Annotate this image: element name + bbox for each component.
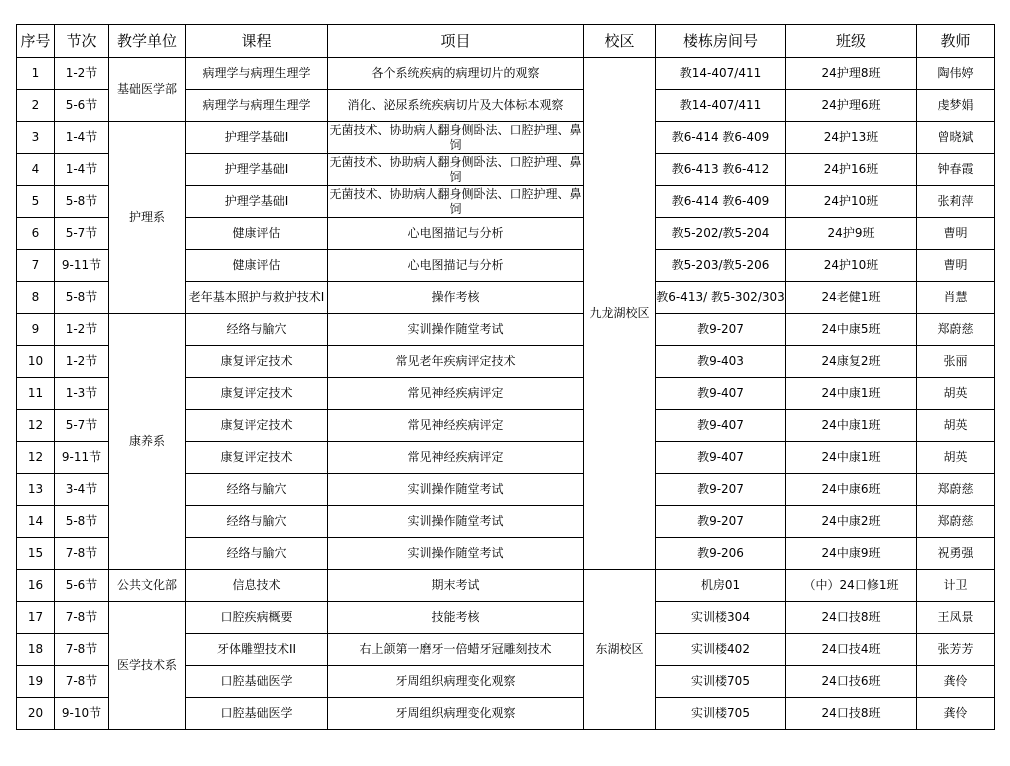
cell-class: 24老健1班: [786, 282, 917, 314]
cell-period: 9-10节: [55, 698, 109, 730]
cell-project: 实训操作随堂考试: [328, 506, 584, 538]
cell-class: 24口技8班: [786, 698, 917, 730]
cell-class: 24护理6班: [786, 90, 917, 122]
cell-period: 3-4节: [55, 474, 109, 506]
cell-no: 12: [17, 410, 55, 442]
cell-project: 心电图描记与分析: [328, 218, 584, 250]
cell-no: 17: [17, 602, 55, 634]
cell-project: 实训操作随堂考试: [328, 538, 584, 570]
cell-teacher: 虔梦娟: [917, 90, 995, 122]
cell-class: 24中康5班: [786, 314, 917, 346]
cell-room: 教9-207: [656, 506, 786, 538]
cell-project: 常见神经疾病评定: [328, 378, 584, 410]
cell-no: 5: [17, 186, 55, 218]
header-cell-period: 节次: [55, 25, 109, 58]
cell-project: 操作考核: [328, 282, 584, 314]
cell-no: 11: [17, 378, 55, 410]
header-cell-no: 序号: [17, 25, 55, 58]
cell-class: 24中康1班: [786, 442, 917, 474]
cell-room: 教9-407: [656, 378, 786, 410]
cell-no: 20: [17, 698, 55, 730]
cell-room: 教6-414 教6-409: [656, 122, 786, 154]
cell-teacher: 计卫: [917, 570, 995, 602]
cell-room: 教5-203/教5-206: [656, 250, 786, 282]
cell-class: 24口技6班: [786, 666, 917, 698]
cell-project: 常见神经疾病评定: [328, 410, 584, 442]
cell-no: 12: [17, 442, 55, 474]
cell-class: 24护16班: [786, 154, 917, 186]
cell-teacher: 胡英: [917, 378, 995, 410]
cell-project: 常见神经疾病评定: [328, 442, 584, 474]
cell-project: 常见老年疾病评定技术: [328, 346, 584, 378]
cell-period: 7-8节: [55, 666, 109, 698]
cell-class: 24护13班: [786, 122, 917, 154]
cell-class: 24中康1班: [786, 410, 917, 442]
cell-campus: 东湖校区: [584, 570, 656, 730]
cell-no: 2: [17, 90, 55, 122]
cell-teacher: 祝勇强: [917, 538, 995, 570]
cell-teacher: 胡英: [917, 442, 995, 474]
cell-course: 病理学与病理生理学: [186, 58, 328, 90]
header-cell-teacher: 教师: [917, 25, 995, 58]
schedule-body: [17, 58, 995, 730]
cell-unit: 医学技术系: [109, 602, 186, 730]
cell-project: 实训操作随堂考试: [328, 314, 584, 346]
cell-room: 实训楼304: [656, 602, 786, 634]
cell-period: 5-7节: [55, 410, 109, 442]
cell-teacher: 龚伶: [917, 698, 995, 730]
cell-period: 1-4节: [55, 154, 109, 186]
cell-period: 1-2节: [55, 346, 109, 378]
cell-teacher: 曹明: [917, 250, 995, 282]
header-cell-course: 课程: [186, 25, 328, 58]
cell-no: 4: [17, 154, 55, 186]
cell-period: 1-4节: [55, 122, 109, 154]
table-row: [17, 570, 995, 602]
cell-course: 口腔疾病概要: [186, 602, 328, 634]
cell-course: 老年基本照护与救护技术I: [186, 282, 328, 314]
cell-course: 经络与腧穴: [186, 314, 328, 346]
cell-course: 健康评估: [186, 218, 328, 250]
cell-project: 无菌技术、协助病人翻身侧卧法、口腔护理、鼻饲: [329, 122, 582, 152]
cell-project: 消化、泌尿系统疾病切片及大体标本观察: [328, 90, 584, 122]
cell-course: 护理学基础I: [186, 122, 328, 154]
cell-room: 教14-407/411: [656, 90, 786, 122]
cell-period: 1-2节: [55, 58, 109, 90]
cell-course: 口腔基础医学: [186, 666, 328, 698]
cell-no: 15: [17, 538, 55, 570]
cell-period: 5-8节: [55, 282, 109, 314]
cell-room: 教6-414 教6-409: [656, 186, 786, 218]
header-cell-project: 项目: [328, 25, 584, 58]
cell-period: 5-8节: [55, 186, 109, 218]
cell-teacher: 张丽: [917, 346, 995, 378]
cell-room: 教9-206: [656, 538, 786, 570]
cell-project: 心电图描记与分析: [328, 250, 584, 282]
cell-class: 24护10班: [786, 250, 917, 282]
cell-course: 口腔基础医学: [186, 698, 328, 730]
cell-class: 24护10班: [786, 186, 917, 218]
cell-project: 右上颌第一磨牙一倍蜡牙冠雕刻技术: [328, 634, 584, 666]
cell-course: 康复评定技术: [186, 410, 328, 442]
cell-teacher: 曹明: [917, 218, 995, 250]
cell-period: 9-11节: [55, 442, 109, 474]
cell-no: 13: [17, 474, 55, 506]
cell-class: 24中康9班: [786, 538, 917, 570]
cell-teacher: 曾晓斌: [917, 122, 995, 154]
cell-teacher: 郑蔚慈: [917, 314, 995, 346]
cell-no: 10: [17, 346, 55, 378]
cell-class: 24中康1班: [786, 378, 917, 410]
cell-teacher: 张芳芳: [917, 634, 995, 666]
cell-project: 无菌技术、协助病人翻身侧卧法、口腔护理、鼻饲: [329, 154, 582, 184]
cell-class: 24康复2班: [786, 346, 917, 378]
cell-unit: 康养系: [109, 314, 186, 570]
cell-teacher: 郑蔚慈: [917, 474, 995, 506]
cell-period: 1-3节: [55, 378, 109, 410]
header-row: [17, 25, 995, 58]
cell-room: 实训楼705: [656, 698, 786, 730]
cell-period: 7-8节: [55, 602, 109, 634]
cell-course: 经络与腧穴: [186, 474, 328, 506]
cell-course: 牙体雕塑技术II: [186, 634, 328, 666]
cell-course: 护理学基础I: [186, 186, 328, 218]
cell-course: 康复评定技术: [186, 442, 328, 474]
table-row: [17, 58, 995, 90]
cell-no: 6: [17, 218, 55, 250]
cell-project: 期末考试: [328, 570, 584, 602]
cell-teacher: 王凤景: [917, 602, 995, 634]
cell-room: 教9-403: [656, 346, 786, 378]
cell-class: 24护理8班: [786, 58, 917, 90]
cell-period: 1-2节: [55, 314, 109, 346]
cell-class: 24口技8班: [786, 602, 917, 634]
cell-class: 24中康6班: [786, 474, 917, 506]
cell-period: 5-6节: [55, 570, 109, 602]
cell-course: 经络与腧穴: [186, 506, 328, 538]
cell-class: （中）24口修1班: [786, 570, 917, 602]
cell-project: 牙周组织病理变化观察: [328, 666, 584, 698]
table-row: [17, 602, 995, 634]
cell-teacher: 龚伶: [917, 666, 995, 698]
header-cell-unit: 教学单位: [109, 25, 186, 58]
cell-no: 8: [17, 282, 55, 314]
cell-period: 7-8节: [55, 634, 109, 666]
header-cell-campus: 校区: [584, 25, 656, 58]
cell-project: 技能考核: [328, 602, 584, 634]
cell-project: 各个系统疾病的病理切片的观察: [328, 58, 584, 90]
table-row: [17, 314, 995, 346]
cell-course: 康复评定技术: [186, 346, 328, 378]
cell-course: 病理学与病理生理学: [186, 90, 328, 122]
cell-period: 9-11节: [55, 250, 109, 282]
cell-teacher: 张莉萍: [917, 186, 995, 218]
cell-no: 16: [17, 570, 55, 602]
cell-period: 5-8节: [55, 506, 109, 538]
cell-course: 康复评定技术: [186, 378, 328, 410]
cell-period: 5-6节: [55, 90, 109, 122]
cell-project: 实训操作随堂考试: [328, 474, 584, 506]
cell-period: 7-8节: [55, 538, 109, 570]
cell-course: 经络与腧穴: [186, 538, 328, 570]
cell-room: 机房01: [656, 570, 786, 602]
cell-teacher: 钟春霞: [917, 154, 995, 186]
cell-course: 信息技术: [186, 570, 328, 602]
cell-teacher: 胡英: [917, 410, 995, 442]
cell-unit: 护理系: [109, 122, 186, 314]
cell-no: 18: [17, 634, 55, 666]
cell-campus: 九龙湖校区: [584, 58, 656, 570]
cell-room: 实训楼402: [656, 634, 786, 666]
cell-room: 教9-207: [656, 314, 786, 346]
cell-room: 教6-413/ 教5-302/303: [656, 282, 786, 314]
header-cell-room: 楼栋房间号: [656, 25, 786, 58]
cell-no: 1: [17, 58, 55, 90]
cell-no: 9: [17, 314, 55, 346]
cell-no: 19: [17, 666, 55, 698]
cell-room: 教6-413 教6-412: [656, 154, 786, 186]
cell-course: 护理学基础I: [186, 154, 328, 186]
cell-room: 教5-202/教5-204: [656, 218, 786, 250]
cell-period: 5-7节: [55, 218, 109, 250]
cell-room: 教9-407: [656, 410, 786, 442]
cell-unit: 公共文化部: [109, 570, 186, 602]
cell-unit: 基础医学部: [109, 58, 186, 122]
cell-course: 健康评估: [186, 250, 328, 282]
header-cell-class: 班级: [786, 25, 917, 58]
cell-project: 无菌技术、协助病人翻身侧卧法、口腔护理、鼻饲: [329, 186, 582, 216]
schedule-table: [16, 24, 995, 730]
table-row: [17, 122, 995, 154]
cell-project: 牙周组织病理变化观察: [328, 698, 584, 730]
cell-class: 24护9班: [786, 218, 917, 250]
cell-class: 24中康2班: [786, 506, 917, 538]
cell-teacher: 陶伟婷: [917, 58, 995, 90]
cell-no: 3: [17, 122, 55, 154]
cell-room: 教9-407: [656, 442, 786, 474]
cell-class: 24口技4班: [786, 634, 917, 666]
cell-teacher: 肖慧: [917, 282, 995, 314]
cell-room: 教9-207: [656, 474, 786, 506]
cell-no: 14: [17, 506, 55, 538]
cell-teacher: 郑蔚慈: [917, 506, 995, 538]
cell-no: 7: [17, 250, 55, 282]
cell-room: 实训楼705: [656, 666, 786, 698]
cell-room: 教14-407/411: [656, 58, 786, 90]
